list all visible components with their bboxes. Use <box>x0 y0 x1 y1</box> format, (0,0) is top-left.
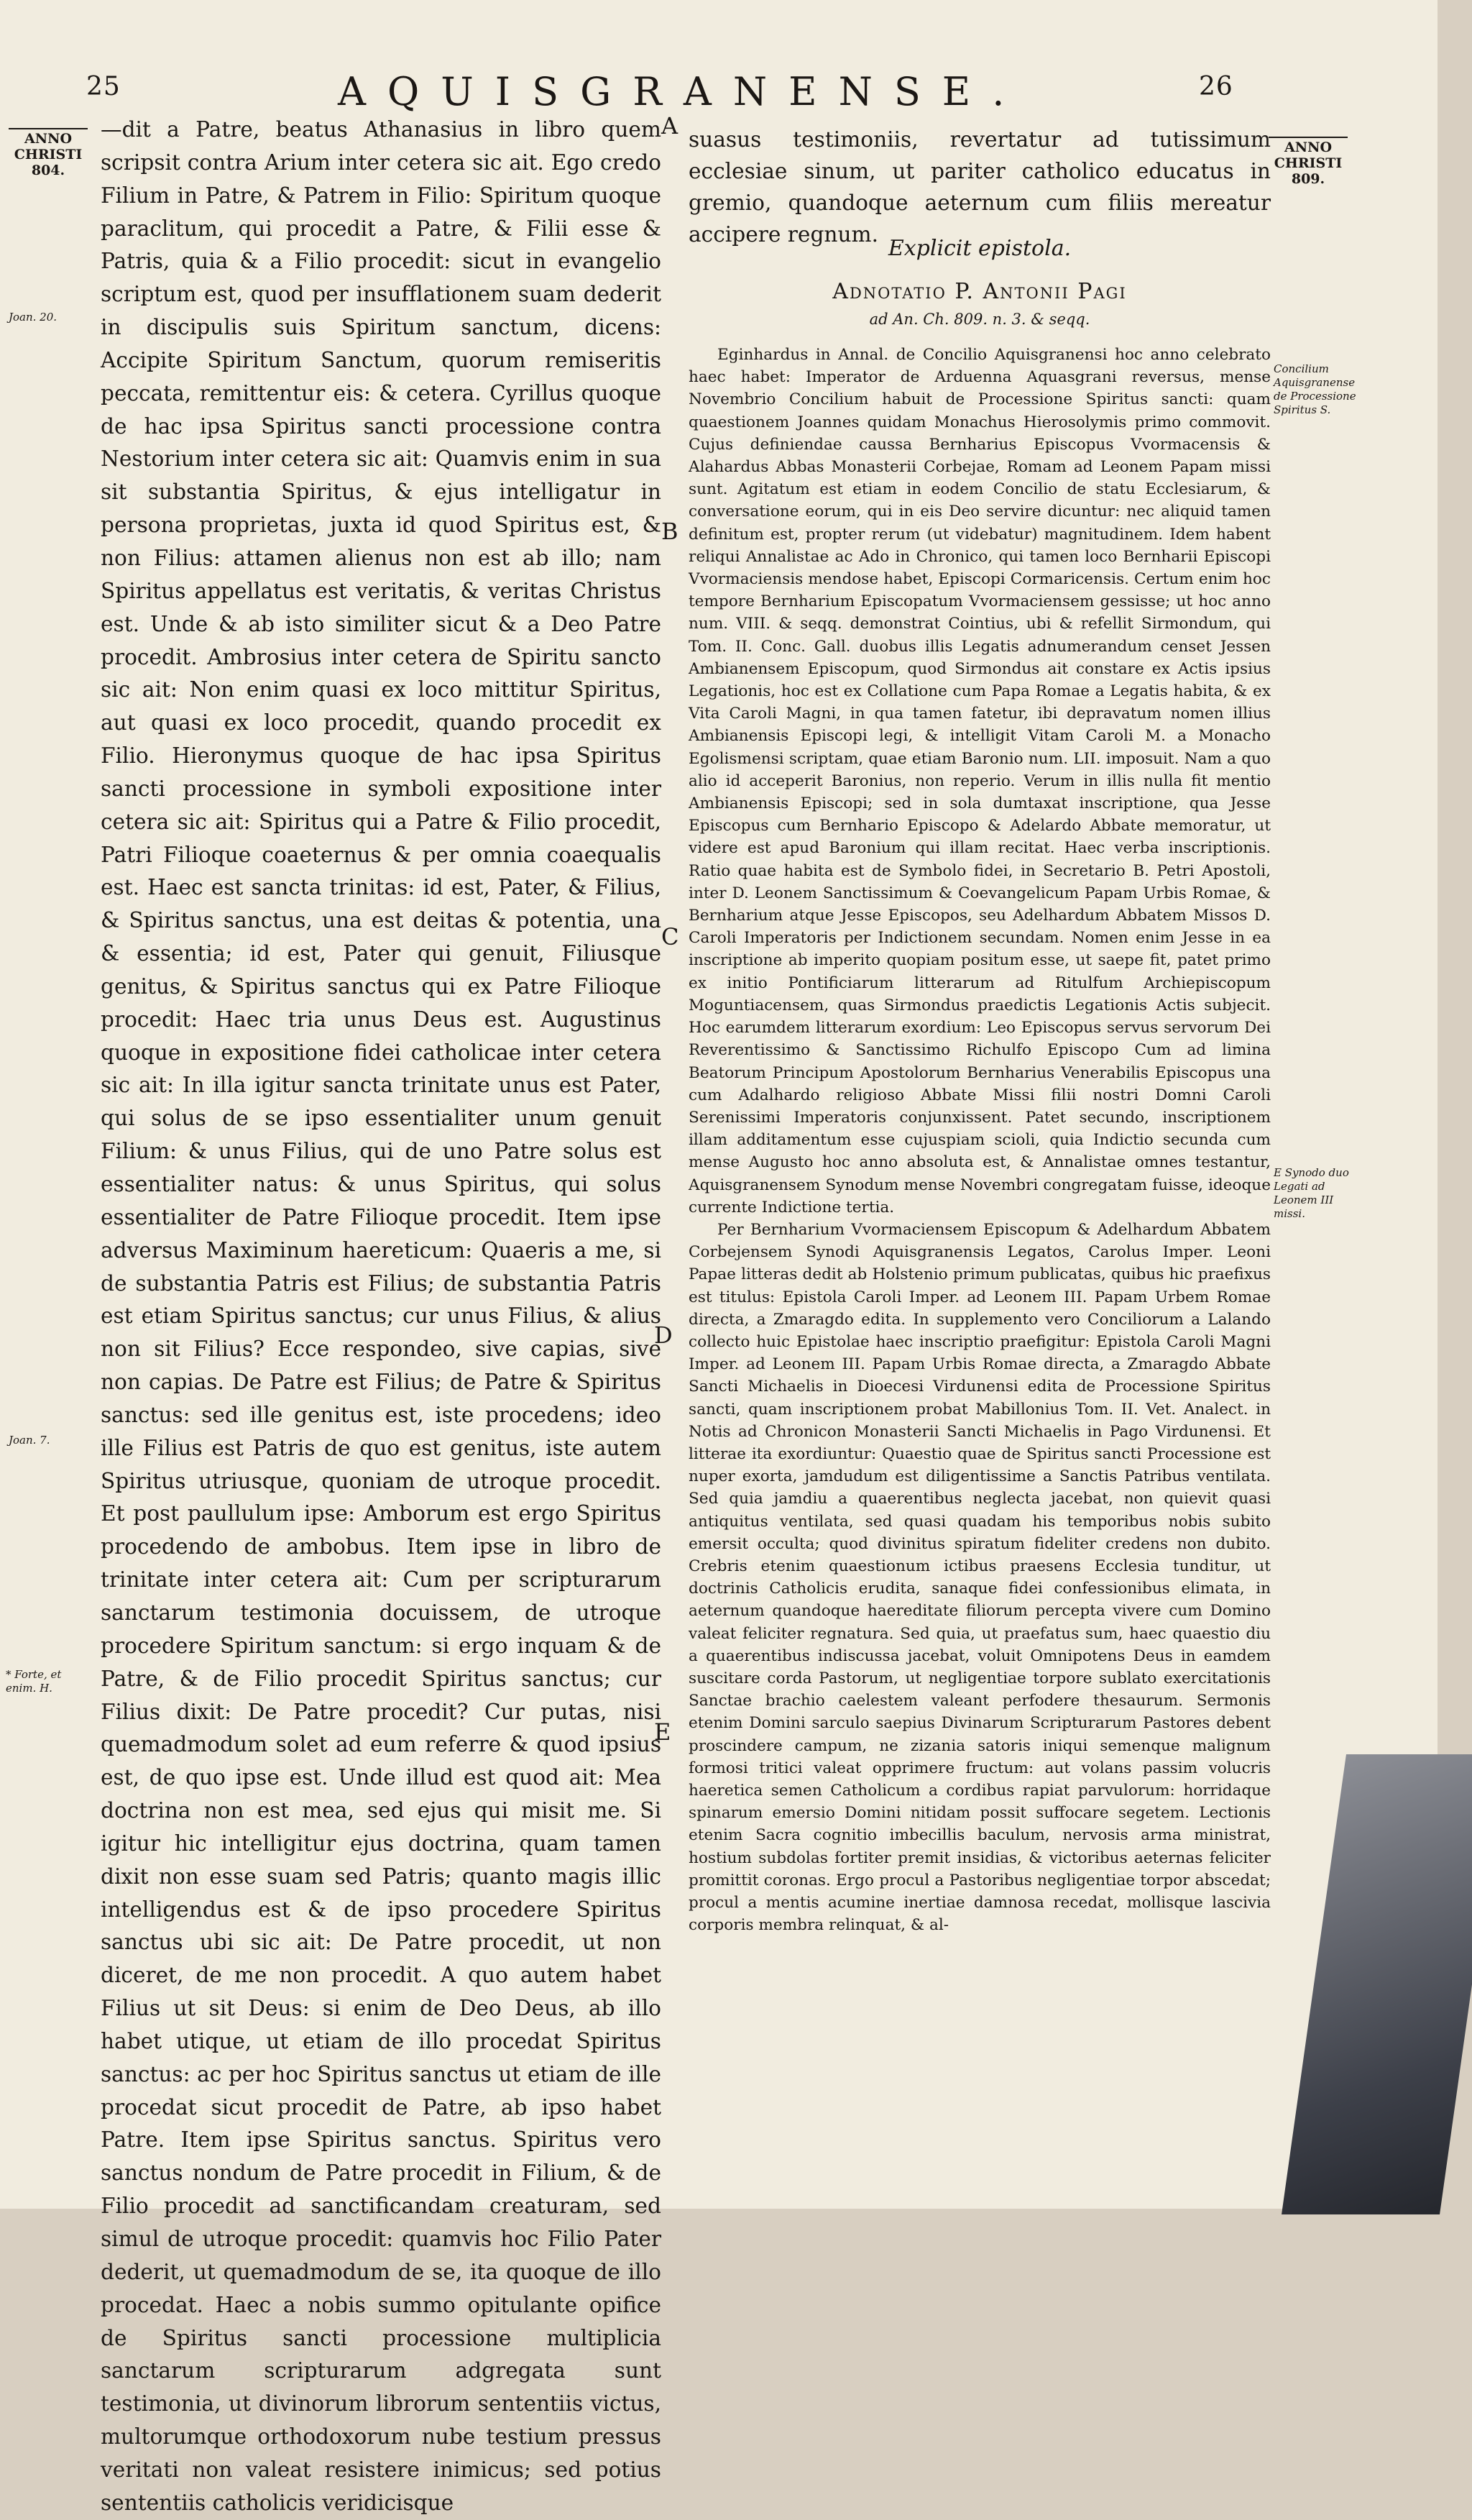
year-label-year: 809. <box>1291 171 1325 187</box>
year-label-anno: ANNO <box>1284 139 1333 155</box>
section-letter-b: B <box>661 518 678 545</box>
section-letter-c: C <box>661 923 679 950</box>
year-label-christi: CHRISTI <box>14 147 83 162</box>
year-rule <box>9 128 88 129</box>
right-year-box <box>1261 137 1355 187</box>
left-page-number: 25 <box>86 72 121 101</box>
margin-ref-forte: * Forte, et enim. H. <box>6 1668 62 1695</box>
margin-ref-joan-7: Joan. 7. <box>9 1434 50 1447</box>
running-title: AQUISGRANENSE. <box>338 69 1026 114</box>
explicit-line: Explicit epistola. <box>888 236 1072 261</box>
year-label-christi: CHRISTI <box>1274 155 1343 171</box>
annotation-subheading: ad An. Ch. 809. n. 3. & seqq. <box>869 311 1090 328</box>
section-letter-d: D <box>654 1321 673 1349</box>
annotation-heading: Adnotatio P. Antonii Pagi <box>832 279 1127 304</box>
left-text-column: —dit a Patre, beatus Athanasius in libro quem scripsit contra Arium inter cetera sic ait. Ego credo Filium in Patre, & Patrem in Filio: Spiritum quoque paraclitum, qui procedit a Patre, & Filii esse & Patris, quia & a Filio procedit: sicut in evangelio scriptum est, quod per insufflationem suam dederit in discipulis suis Spiritum sanctum, dicens: Accipite Spiritum Sanctum, quorum remiseritis peccata, remittentur eis: & cetera. Cyrillus quoque de hac ipsa Spiritus sancti processione contra Nestorium inter cetera sic ait: Quamvis enim in sua sit substantia Spiritus, & ejus intelligatur in persona proprietas, juxta id quod Spiritus est, & non Filius: attamen alienus non est ab illo; nam Spiritus appellatus est veritatis, & veritas Christus est. Unde & ab isto similiter sicut & a Deo Patre procedit. Ambrosius inter cetera de Spiritu sancto sic ait: Non enim quasi ex loco mittitur Spiritus, aut quasi ex loco procedit, quando procedit ex Filio. Hieronymus quoque de hac ipsa Spiritus sancti processione in symboli expositione inter cetera sic ait: Spiritus qui a Patre & Filio procedit, Patri Filioque coaeternus & per omnia coaequalis est. Haec est sancta trinitas: id est, Pater, & Filius, & Spiritus sanctus, una est deitas & potentia, una & essentia; id est, Pater qui genuit, Filiusque genitus, & Spiritus sanctus qui ex Patre Filioque procedit: Haec tria unus Deus est. Augustinus quoque in expositione fidei catholicae inter cetera sic ait: In illa igitur sancta trinitate unus est Pater, qui solus de se ipso essentialiter unum genuit Filium: & unus Filius, qui de uno Patre solus est essentialiter natus: & unus Spiritus, qui solus essentialiter de Patre Filioque procedit. Item ipse adversus Maximinum haereticum: Quaeris a me, si de substantia Patris est Filius; de substantia Patris est etiam Spiritus sanctus; cur unus Filius, & alius non sit Filius? Ecce respondeo, sive capias, sive non capias. De Patre est Filius; de Patre & Spiritus sanctus: sed ille genitus est, iste procedens; ideo ille Filius est Patris de quo est genitus, iste autem Spiritus utriusque, quoniam de utroque procedit. Et post paullulum ipse: Amborum est ergo Spiritus procedendo de ambobus. Item ipse in libro de trinitate inter cetera ait: Cum per scripturarum sanctarum testimonia docuissem, de utroque procedere Spiritum sanctum: si ergo inquam & de Patre, & de Filio procedit Spiritus sanctus; cur Filius dixit: De Patre procedit? Cur putas, nisi quemadmodum solet ad eum referre & quod ipsius est, de quo ipse est. Unde illud est quod ait: Mea doctrina non est mea, sed ejus qui misit me. Si igitur hic intelligitur ejus doctrina, quam tamen dixit non esse suam sed Patris; quanto magis illic intelligendus est & de ipso procedere Spiritus sanctus ubi sic ait: De Patre procedit, ut non diceret, de me non procedit. A quo autem habet Filius ut sit Deus: si enim de Deo Deus, ab illo habet utique, ut etiam de illo procedat Spiritus sanctus: ac per hoc Spiritus sanctus ut etiam de ille procedat sicut procedit de Patre, ab ipso habet Patre. Item ipse Spiritus sanctus. Spiritus vero sanctus nondum de Patre procedit in Filium, & de Filio procedit ad sanctificandam creaturam, sed simul de utroque procedit: quamvis hoc Filio Pater dederit, ut quemadmodum de se, ita quoque de illo procedat. Haec a nobis summo opitulante opifice de Spiritus sancti processione multiplicia sanctarum scripturarum adgregata sunt testimonia, ut divinorum librorum sententiis victus, multorumque orthodoxorum nube testium pressus veritati non valeat resistere inimicus; sed potius sententiis catholicis veridicisque <box>101 117 661 2515</box>
year-rule <box>1269 137 1348 138</box>
margin-note-legati: E Synodo duo Legati ad Leonem III missi. <box>1274 1166 1349 1220</box>
year-label-anno: ANNO <box>24 131 73 147</box>
annotation-paragraph: Eginhardus in Annal. de Concilio Aquisgranensi hoc anno celebrato haec habet: Imperator de Arduenna Aquasgrani reversus, mense Novembrio Concilium habuit de Processione Spiritus sancti: quam quaestionem Joannes quidam Monachus Hierosolymis primo commovit. Cujus definiendae caussa Bernharius Episcopus Vvormacensis & Alahardus Abbas Monasterii Corbejae, Romam ad Leonem Papam missi sunt. Agitatum est etiam in eodem Concilio de statu Ecclesiarum, & conversatione eorum, qui in eis Deo servire dicuntur: nec aliquid tamen definitum est, propter rerum (ut videbatur) magnitudinem. Idem habent reliqui Annalistae ac Ado in Chronico, qui tamen loco Bernharii Episcopi Vvormaciensis mendose habet, Episcopi Cormaricensis. Certum enim hoc tempore Bernharium Episcopatum Vvormaciensem gessisse; ut hoc anno num. VIII. & seqq. demonstrat Cointius, ubi & refellit Sirmondum, qui Tom. II. Conc. Gall. duobus illis Legatis adnumerandum censet Jessen Ambianensem Episcopum, quod Sirmondus ait constare ex Actis ipsius Legationis, hoc est ex Collatione cum Papa Romae a Legatis habita, & ex Vita Caroli Magni, in qua tamen fatetur, ibi depravatum nomen illius Ambianensis Episcopi legi, & intelligit Vitam Caroli M. a Monacho Egolismensi scriptam, quae etiam Baronio num. LII. imposuit. Nam a quo alio id acceperit Baronius, non reperio. Verum in illis nulla fit mentio Ambianensis Episcopi; sed in sola dumtaxat inscriptione, qua Jesse Episcopus cum Bernhario Episcopo & Adelardo Abbate memoratur, ut videre est apud Baronium qui illam recitat. Haec verba inscriptionis. Ratio quae habita est de Symbolo fidei, in Secretario B. Petri Apostoli, inter D. Leonem Sanctissimum & Coevangelicum Papam Urbis Romae, & Bernharium atque Jesse Episcopos, seu Adelhardum Abbatem Missos D. Caroli Imperatoris per Indictionem secundam. Nomen enim Jesse in ea inscriptione ab imperito quopiam positum esse, ut saepe fit, patet primo ex initio Pontificiarum litterarum ad Ritulfum Archiepiscopum Moguntiacensem, quas Sirmondus praedictis Legationis Actis subjecit. Hoc earumdem litterarum exordium: Leo Episcopus servus servorum Dei Reverentissimo & Sanctissimo Richulfo Episcopo Cum ad limina Beatorum Principum Apostolorum Bernharius Venerabilis Episcopus una cum Adalhardo religioso Abbate Missi filii nostri Domni Caroli Serenissimi Imperatoris conjunxissent. Patet secundo, inscriptionem illam additamentum esse cujuspiam scioli, quia Indictio secunda cum mense Augusto hoc anno absoluta est, & Annalistae omnes testantur, Aquisgranensem Synodum mense Novembri congregatam fuisse, ideoque currente Indictione tertia. <box>689 346 1271 1217</box>
epistle-closing-text: suasus testimoniis, revertatur ad tutissimum ecclesiae sinum, ut pariter catholico educatus in gremio, quandoque aeternum cum filiis mereatur accipere regnum. <box>689 127 1271 247</box>
annotation-paragraph: Per Bernharium Vvormaciensem Episcopum & Adelhardum Abbatem Corbejensem Synodi Aquisgranensis Legatos, Carolus Imper. Leoni Papae litteras dedit ab Holstenio primum publicatas, quibus hic praefixus est titulus: Epistola Caroli Imper. ad Leonem III. Papam Urbem Romae directa, a Zmaragdo edita. In supplemento vero Conciliorum a Lalando collecto huic Epistolae haec inscriptio praefigitur: Epistola Caroli Magni Imper. ad Leonem III. Papam Urbis Romae directa, a Zmaragdo Abbate Sancti Michaelis in Dioecesi Virdunensi edita de Processione Spiritus sancti, quam inscriptionem probat Mabillonius Tom. II. Vet. Analect. in Notis ad Chronicon Monasterii Sancti Michaelis in Pago Virdunensi. Et litterae ita exordiuntur: Quaestio quae de Spiritus sancti Processione est nuper exorta, jamdudum est diligentissime a Sanctis Patribus ventilata. Sed quia jamdiu a quaerentibus neglecta jacebat, non quievit quasi antiquitus ventilata, sed quasi quadam his temporibus nobis subito emersit occulta; quod divinitus spiratum fideliter credens non dubito. Crebris etenim quaestionum ictibus praesens Ecclesia tunditur, ut doctrinis Catholicis erudita, sanaque fidei confessionibus elimata, in aeternum quandoque haereditate filiorum percepta vivere cum Domino valeat feliciter regnatura. Sed quia, ut praefatus sum, haec quaestio diu a quaerentibus indiscussa jacebat, voluit Omnipotens Deus in eamdem suscitare corda Pastorum, ut negligentiae torpore sublato exercitationis Sanctae brachio caelestem valeant perfodere thesaurum. Sermonis etenim Domini sarculo saepius Divinarum Scripturarum Pastores debent proscindere campum, ne zizania satoris iniqui semenque malignum formosi tritici valeat opprimere fructum: aut volans passim volucris haeretica semen Catholicum a cordibus rapiat parvulorum: horridaque spinarum emersio Domini nitidam possit suffocare segetem. Lectionis etenim Sacra cognitio imbecillis baculum, nervosis arma ministrat, hostium subdolas fortiter premit insidias, & victoribus aeternas feliciter promittit coronas. Ergo procul a Pastoribus negligentiae torpor abscedat; procul a mentis acumine inertiae damnosa recedat, mollisque lascivia corporis membra relinquat, & al- <box>689 1220 1271 1935</box>
annotation-body <box>689 344 1271 1936</box>
margin-note-concilium: Concilium Aquisgranense de Processione Spiritus S. <box>1274 362 1356 416</box>
section-letter-a: A <box>661 112 678 139</box>
section-letter-e: E <box>654 1718 671 1746</box>
right-page-number: 26 <box>1199 72 1233 101</box>
year-label-year: 804. <box>31 162 65 178</box>
left-year-box <box>9 128 88 178</box>
running-header <box>0 69 1438 119</box>
margin-ref-joan-20: Joan. 20. <box>9 311 58 324</box>
